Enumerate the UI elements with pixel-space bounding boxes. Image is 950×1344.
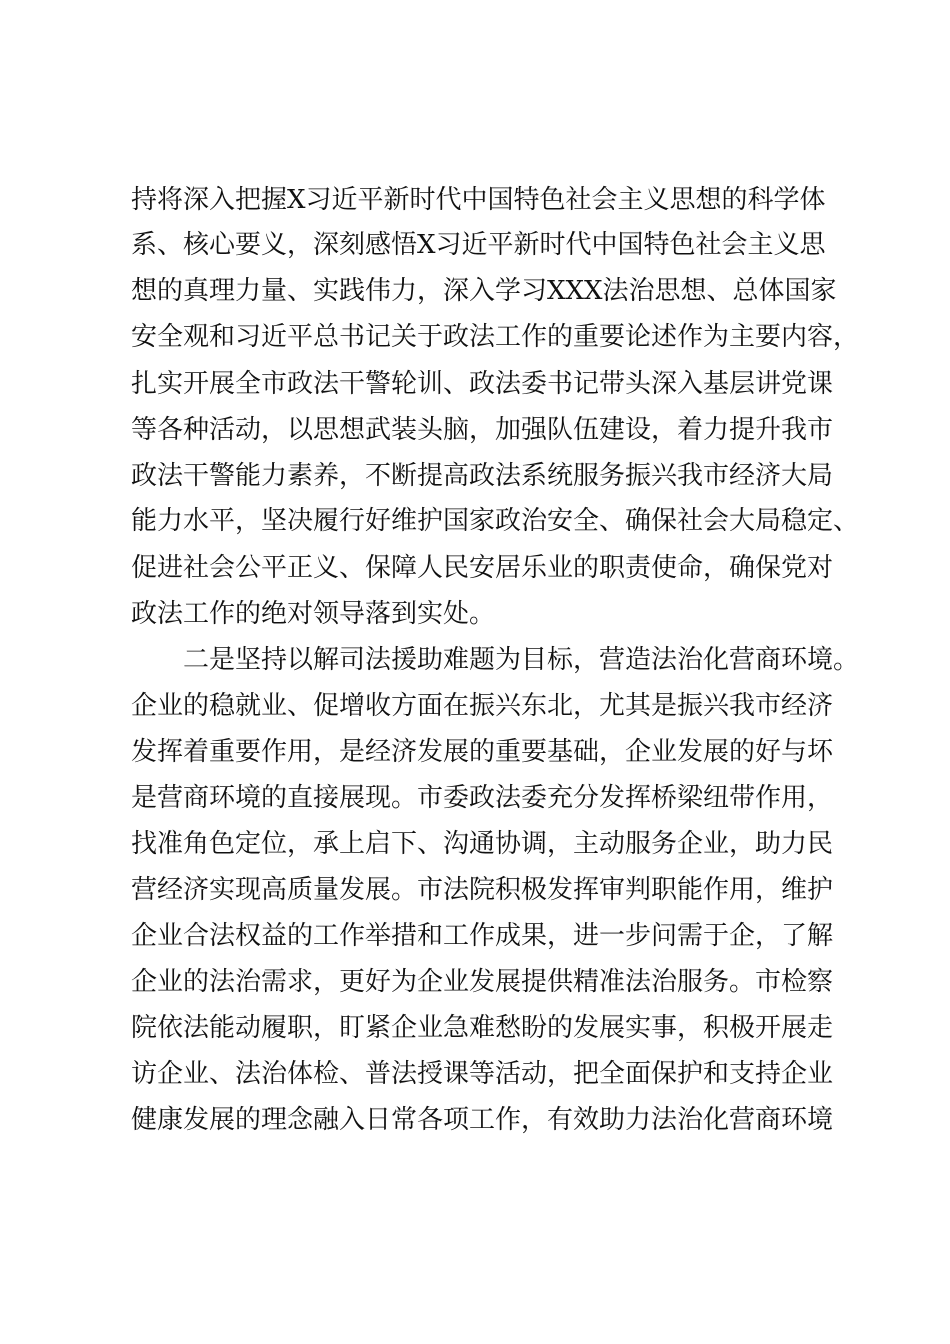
paragraph-2-line-4: 是营商环境的直接展现。市委政法委充分发挥桥梁纽带作用， <box>131 783 834 813</box>
paragraph-1-line-9: 促进社会公平正义、保障人民安居乐业的职责使命，确保党对 <box>131 553 834 583</box>
paragraph-1-line-5: 扎实开展全市政法干警轮训、政法委书记带头深入基层讲党课 <box>131 369 834 399</box>
paragraph-2-line-3: 发挥着重要作用，是经济发展的重要基础，企业发展的好与坏 <box>131 737 834 767</box>
paragraph-2-line-2: 企业的稳就业、促增收方面在振兴东北，尤其是振兴我市经济 <box>131 691 834 721</box>
paragraph-1-line-10: 政法工作的绝对领导落到实处。 <box>131 599 496 629</box>
paragraph-1-line-1: 持将深入把握X习近平新时代中国特色社会主义思想的科学体 <box>131 185 826 215</box>
paragraph-1-line-3: 想的真理力量、实践伟力，深入学习XXX法治思想、总体国家 <box>131 276 837 306</box>
paragraph-2-line-8: 企业的法治需求，更好为企业发展提供精准法治服务。市检察 <box>131 967 834 997</box>
paragraph-2-line-9: 院依法能动履职，盯紧企业急难愁盼的发展实事，积极开展走 <box>131 1013 834 1043</box>
paragraph-2-line-5: 找准角色定位，承上启下、沟通协调，主动服务企业，助力民 <box>131 829 834 859</box>
paragraph-2-line-6: 营经济实现高质量发展。市法院积极发挥审判职能作用，维护 <box>131 875 834 905</box>
paragraph-1-line-4: 安全观和习近平总书记关于政法工作的重要论述作为主要内容， <box>131 322 860 352</box>
paragraph-1-line-2: 系、核心要义，深刻感悟X习近平新时代中国特色社会主义思 <box>131 230 826 260</box>
paragraph-2-line-1: 二是坚持以解司法援助难题为目标，营造法治化营商环境。 <box>183 645 860 675</box>
paragraph-1-line-8: 能力水平，坚决履行好维护国家政治安全、确保社会大局稳定、 <box>131 506 860 536</box>
paragraph-1-line-6: 等各种活动，以思想武装头脑，加强队伍建设，着力提升我市 <box>131 415 834 445</box>
paragraph-2-line-10: 访企业、法治体检、普法授课等活动，把全面保护和支持企业 <box>131 1059 834 1089</box>
paragraph-2-line-7: 企业合法权益的工作举措和工作成果，进一步问需于企，了解 <box>131 921 834 951</box>
paragraph-2-line-11: 健康发展的理念融入日常各项工作，有效助力法治化营商环境 <box>131 1105 834 1135</box>
paragraph-1-line-7: 政法干警能力素养，不断提高政法系统服务振兴我市经济大局 <box>131 461 834 491</box>
